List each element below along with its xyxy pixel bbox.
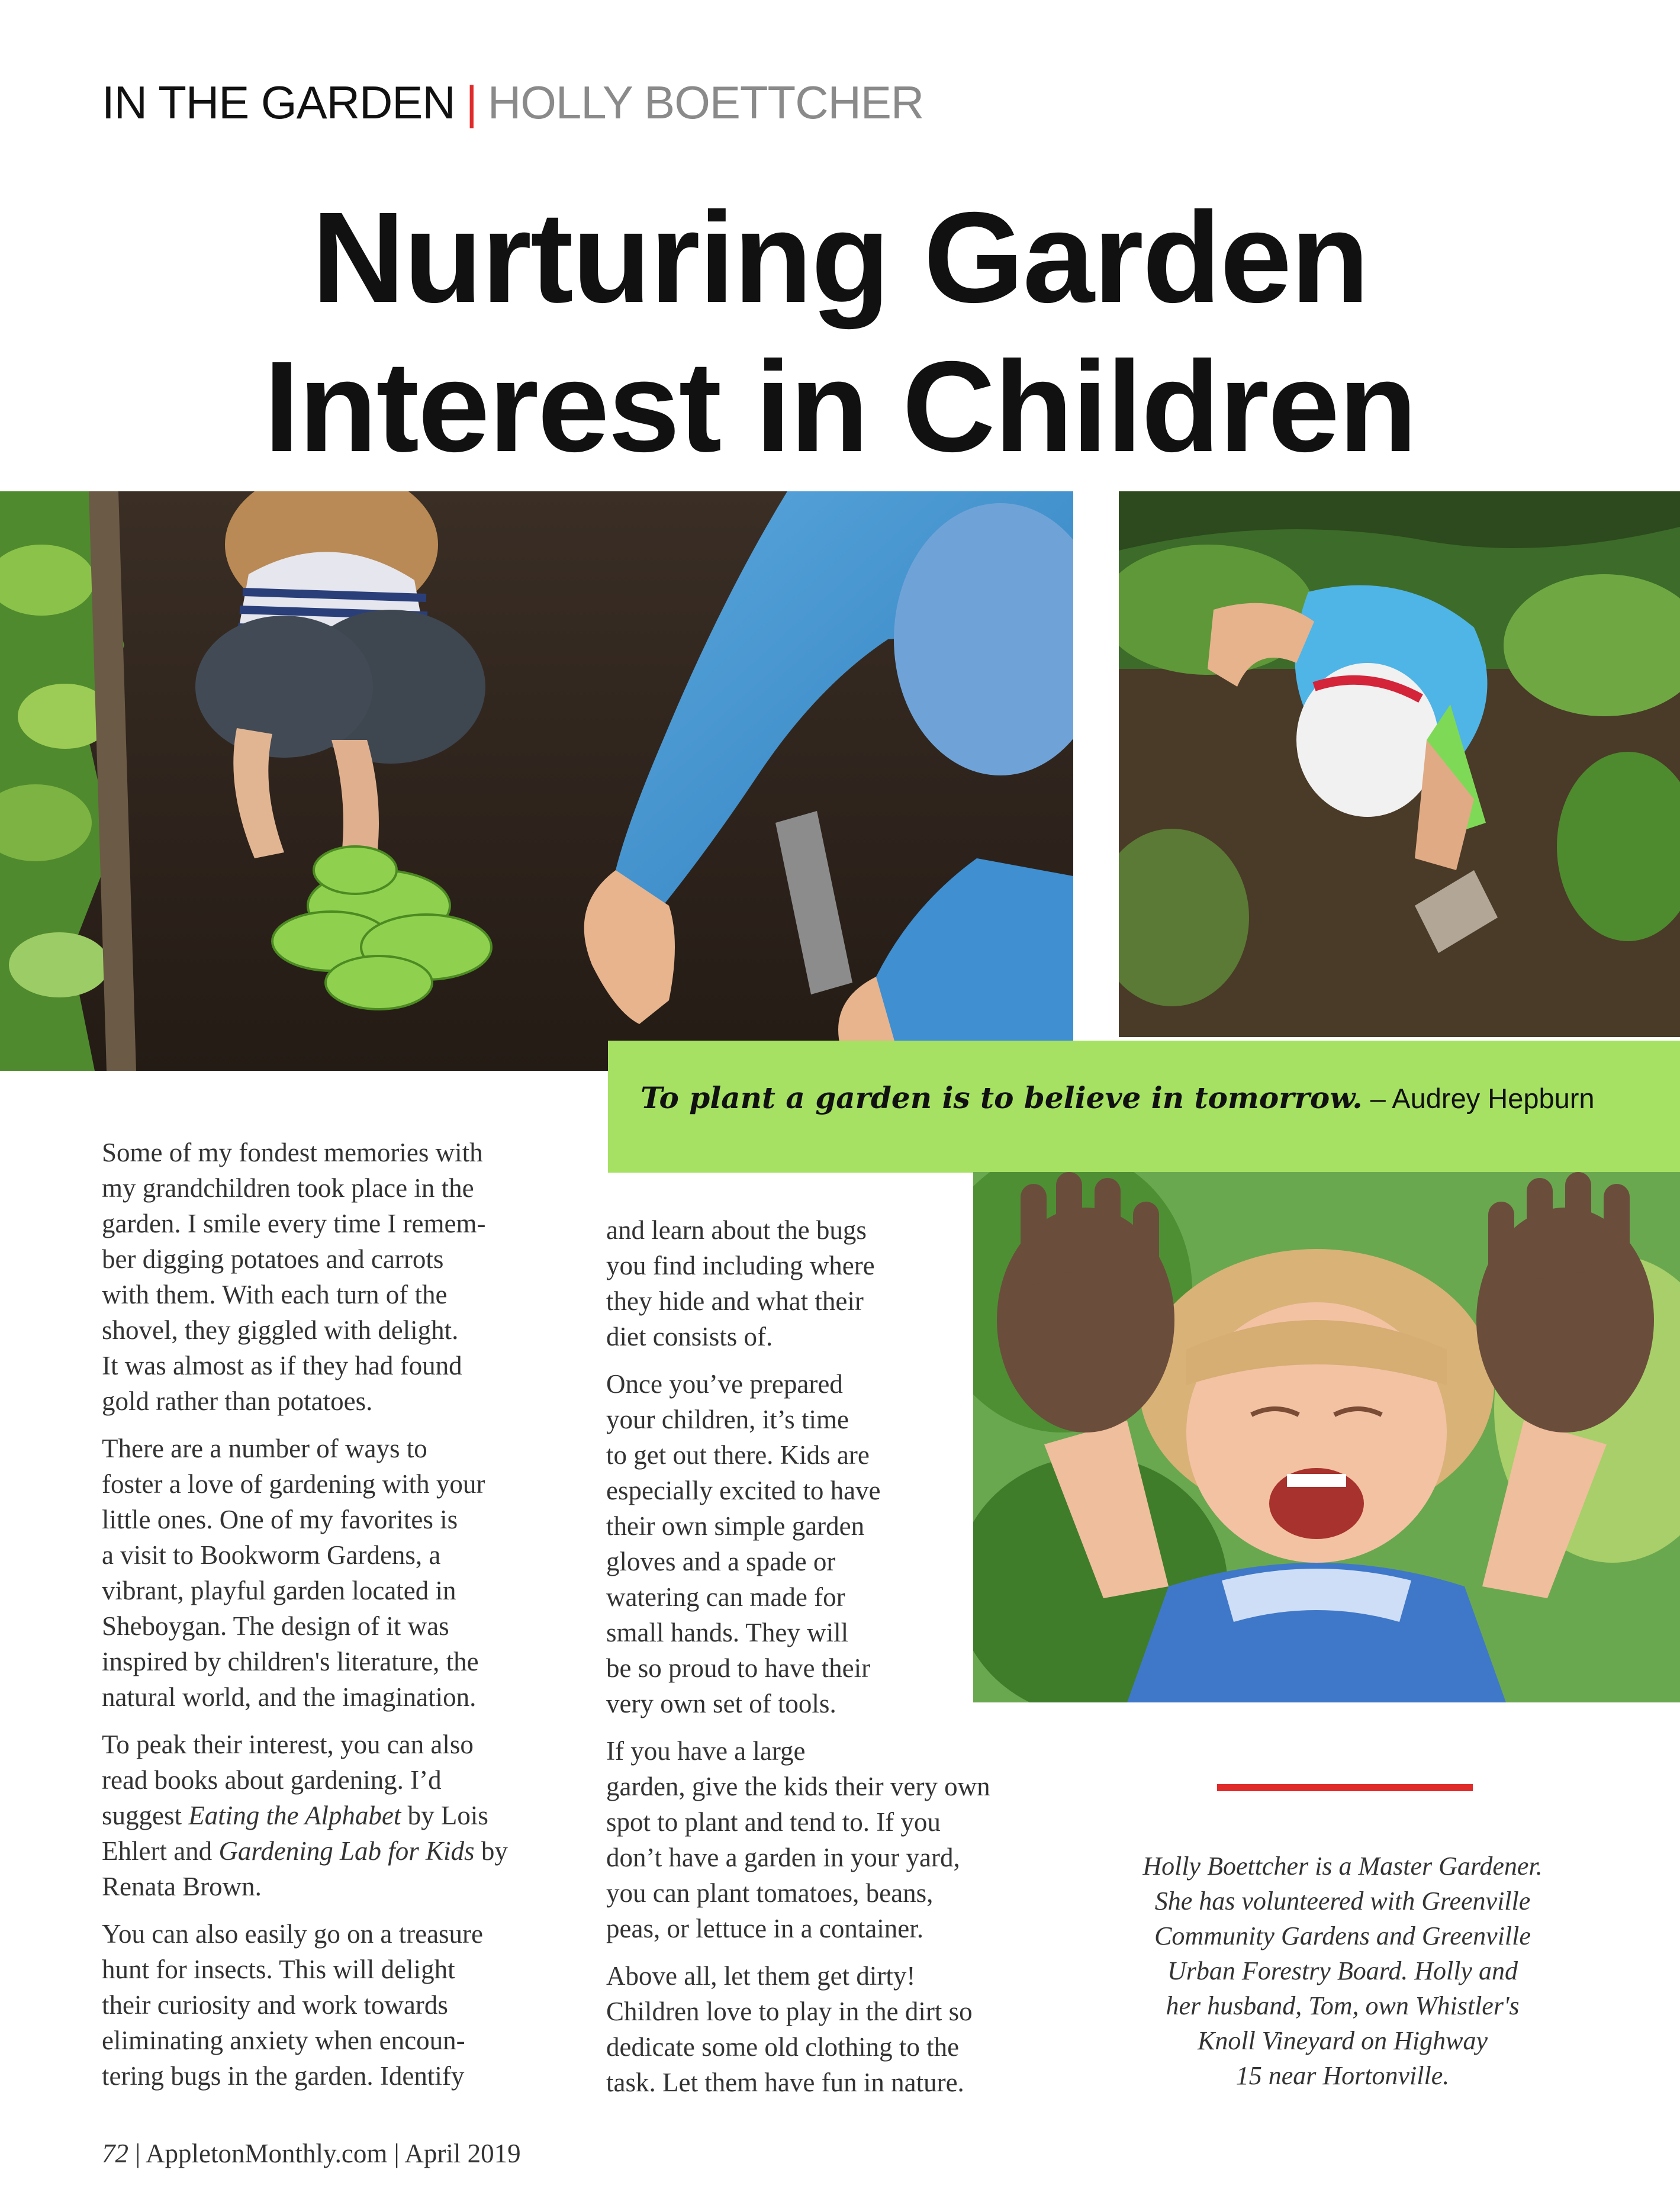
page-number: 72 [102, 2139, 128, 2168]
text-line: hunt for insects. This will delight [102, 1955, 455, 1984]
text-span: by [474, 1836, 508, 1866]
text-line: foster a love of gardening with your [102, 1469, 485, 1499]
text-line: Children love to play in the dirt so [606, 1997, 973, 2026]
text-line: Renata Brown. [102, 1872, 262, 1901]
text-line: Above all, let them get dirty! [606, 1961, 916, 1991]
author-bio [1100, 1849, 1585, 2093]
text-line [102, 1798, 508, 1833]
text-line: Sheboygan. The design of it was [102, 1611, 449, 1641]
digging-illustration [1119, 491, 1680, 1037]
text-line: they hide and what their [606, 1286, 864, 1316]
text-line: gloves and a spade or [606, 1547, 836, 1576]
article-column-1 [102, 1123, 508, 2106]
text-line: You can also easily go on a treasure [102, 1919, 484, 1949]
pull-quote [641, 1080, 1595, 1115]
text-line: tering bugs in the garden. Identify [102, 2061, 465, 2091]
pull-quote-attribution: – Audrey Hepburn [1362, 1083, 1595, 1114]
bio-line: Urban Forestry Board. Holly and [1167, 1956, 1518, 1985]
text-line: eliminating anxiety when encoun- [102, 2026, 465, 2055]
text-line: be so proud to have their [606, 1653, 871, 1683]
text-line: my grandchildren took place in the [102, 1173, 474, 1203]
text-line: and learn about the bugs [606, 1215, 867, 1245]
text-line [102, 1833, 508, 1869]
text-line: especially excited to have [606, 1476, 881, 1505]
photo-digging [1119, 491, 1680, 1037]
text-line: a visit to Bookworm Gardens, a [102, 1540, 441, 1570]
text-span: suggest [102, 1801, 189, 1830]
dirty-hands-illustration [973, 1172, 1680, 1702]
text-line: read books about gardening. I’d [102, 1765, 442, 1795]
bio-line: Knoll Vineyard on Highway [1197, 2026, 1488, 2055]
bio-line: her husband, Tom, own Whistler's [1166, 1991, 1520, 2020]
text-line: little ones. One of my favorites is [102, 1505, 458, 1534]
headline-line-1: Nurturing Garden [311, 186, 1369, 330]
bio-divider [1217, 1784, 1473, 1791]
text-line: If you have a large [606, 1736, 806, 1766]
text-line: garden. I smile every time I remem- [102, 1209, 486, 1238]
footer-date: April 2019 [404, 2139, 521, 2168]
text-line: don’t have a garden in your yard, [606, 1843, 960, 1872]
photo-dirty-hands [973, 1172, 1680, 1702]
bio-line: 15 near Hortonville. [1235, 2061, 1450, 2090]
text-line: small hands. They will [606, 1618, 849, 1647]
text-line: Some of my fondest memories with [102, 1138, 483, 1167]
text-line: with them. With each turn of the [102, 1280, 448, 1309]
text-line: spot to plant and tend to. If you [606, 1807, 941, 1837]
footer-separator: | [387, 2139, 405, 2168]
text-line: you find including where [606, 1251, 875, 1280]
text-line: There are a number of ways to [102, 1434, 427, 1463]
section-name: IN THE GARDEN [102, 76, 455, 128]
text-line: their own simple garden [606, 1511, 865, 1541]
text-line: diet consists of. [606, 1322, 773, 1351]
text-line: inspired by children's literature, the [102, 1647, 479, 1676]
bio-line: Holly Boettcher is a Master Gardener. [1142, 1852, 1543, 1881]
text-line: very own set of tools. [606, 1689, 836, 1718]
headline-line-2: Interest in Children [263, 335, 1417, 479]
pull-quote-text: To plant a garden is to believe in tomorrow. [641, 1080, 1363, 1115]
text-line: peas, or lettuce in a container. [606, 1914, 924, 1943]
text-line: natural world, and the imagination. [102, 1682, 477, 1712]
text-line: Once you’ve prepared [606, 1369, 843, 1399]
planting-illustration [0, 491, 1073, 1071]
section-kicker [102, 76, 923, 130]
footer-site: AppletonMonthly.com [146, 2139, 388, 2168]
author-name: HOLLY BOETTCHER [487, 76, 924, 128]
text-line: garden, give the kids their very own [606, 1772, 990, 1801]
text-line: To peak their interest, you can also [102, 1730, 474, 1759]
text-line: gold rather than potatoes. [102, 1386, 373, 1416]
text-line: task. Let them have fun in nature. [606, 2068, 964, 2097]
text-line: their curiosity and work towards [102, 1990, 448, 2020]
bio-line: She has volunteered with Greenville [1154, 1887, 1531, 1916]
page-footer [102, 2138, 521, 2169]
text-line: vibrant, playful garden located in [102, 1576, 456, 1605]
book-title: Eating the Alphabet [188, 1801, 401, 1830]
text-line: watering can made for [606, 1582, 845, 1612]
article-headline [0, 184, 1680, 482]
text-span: Ehlert and [102, 1836, 219, 1866]
text-line: you can plant tomatoes, beans, [606, 1878, 934, 1908]
kicker-separator: | [465, 76, 477, 128]
photo-planting [0, 491, 1073, 1071]
bio-line: Community Gardens and Greenville [1154, 1921, 1531, 1950]
text-span: by Lois [401, 1801, 488, 1830]
text-line: your children, it’s time [606, 1405, 849, 1434]
text-line: ber digging potatoes and carrots [102, 1244, 444, 1274]
book-title: Gardening Lab for Kids [218, 1836, 475, 1866]
article-column-2 [606, 1200, 990, 2112]
footer-separator: | [128, 2139, 146, 2168]
text-line: dedicate some old clothing to the [606, 2032, 960, 2062]
text-line: shovel, they giggled with delight. [102, 1315, 459, 1345]
text-line: It was almost as if they had found [102, 1351, 462, 1380]
text-line: to get out there. Kids are [606, 1440, 870, 1470]
